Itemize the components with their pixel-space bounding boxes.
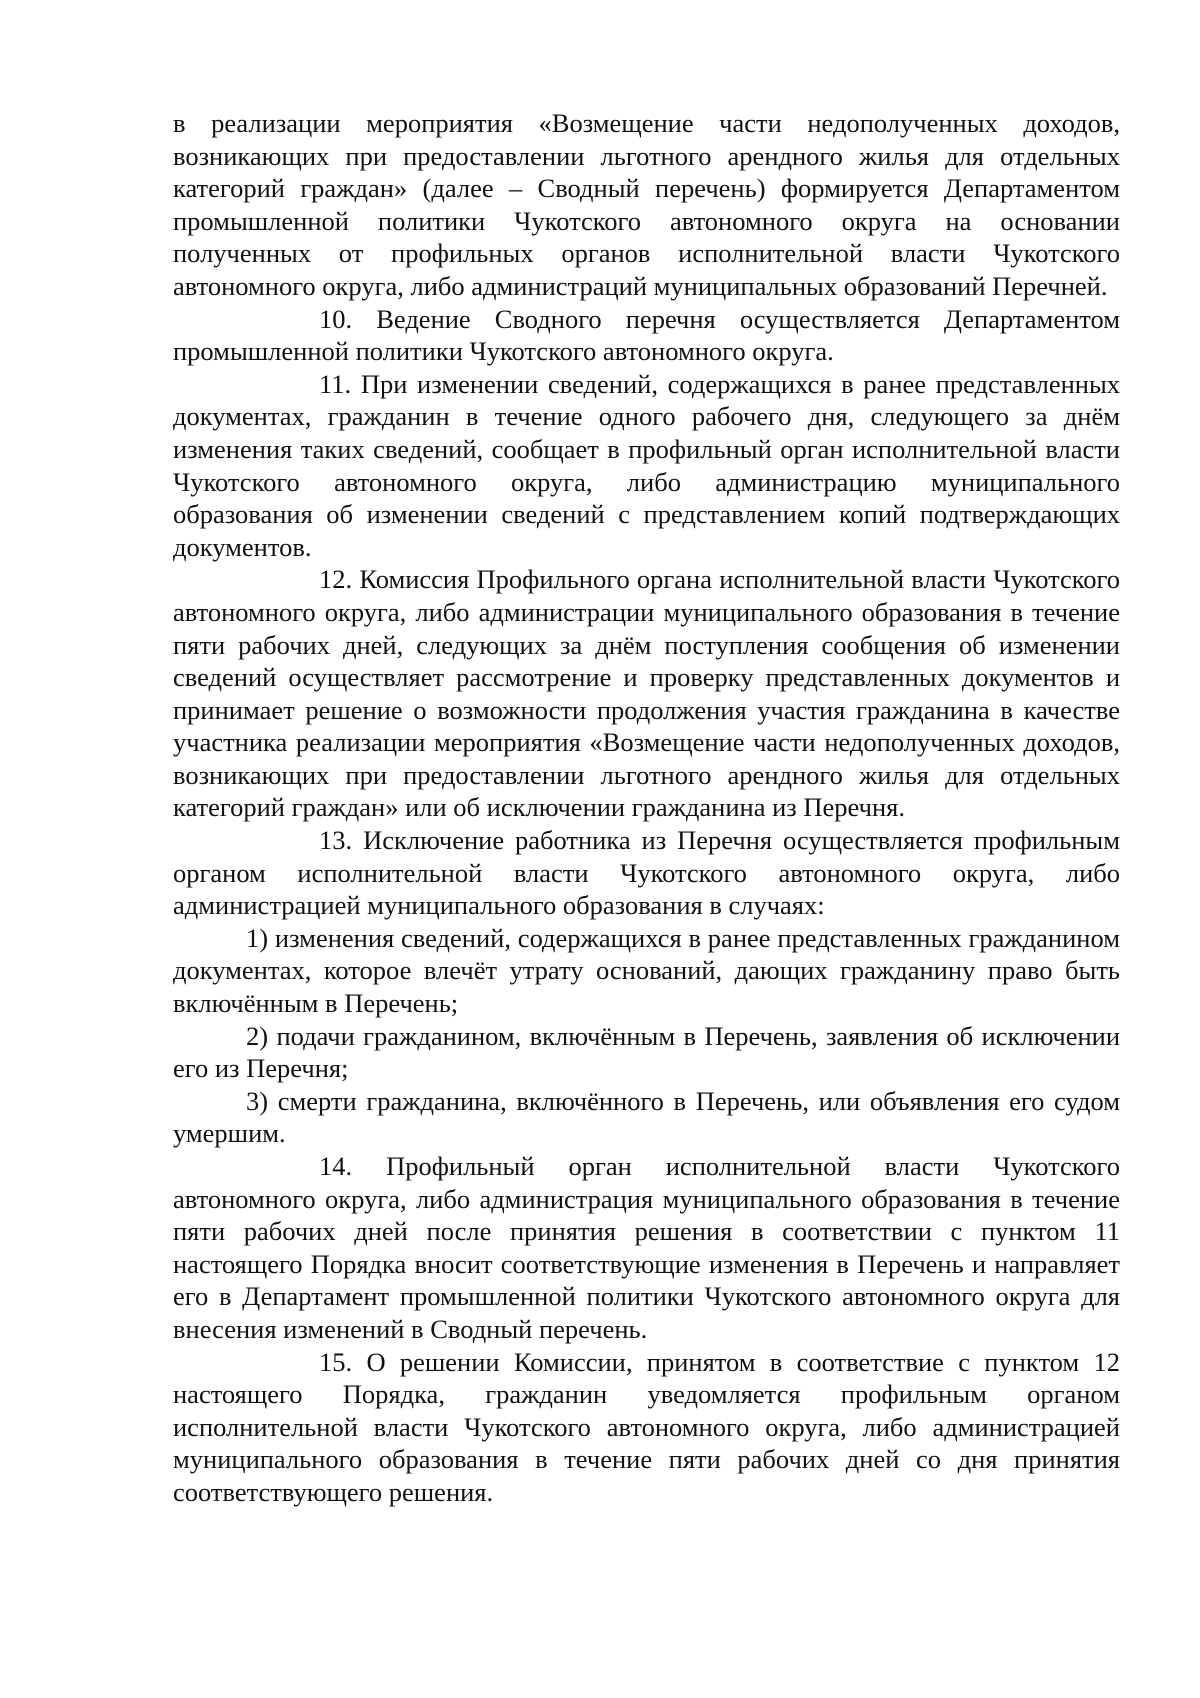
subclause-3: 3) смерти гражданина, включённого в Перечень, или объявления его судом умершим.	[173, 1085, 1120, 1149]
clause-15	[173, 1346, 1120, 1509]
clause-number: 10.	[319, 303, 353, 334]
clause-number: 15.	[319, 1346, 353, 1377]
clause-number: 12.	[319, 564, 353, 595]
clause-text: О решении Комиссии, принятом в соответствие с пунктом 12 настоящего Порядка, гражданин уведомляется профильным органом исполнительной власти Чукотского автономного округа, либо администрацией муниципального образования в течение пяти рабочих дней со дня принятия соответствующего решения.	[173, 1346, 1120, 1507]
clause-number: 11.	[319, 368, 352, 399]
clause-text: При изменении сведений, содержащихся в ранее представленных документах, гражданин в течение одного рабочего дня, следующего за днём изменения таких сведений, сообщает в профильный орган исполнительной власти Чукотского автономного округа, либо администрацию муниципального образования об изменении сведений с представлением копий подтверждающих документов.	[173, 368, 1121, 562]
clause-11	[173, 368, 1120, 564]
clause-number: 14.	[319, 1151, 353, 1181]
subclause-2: 2) подачи гражданином, включённым в Перечень, заявления об исключении его из Перечня;	[173, 1020, 1120, 1084]
clause-text: Профильный орган исполнительной власти Чукотского автономного округа, либо администрация муниципального образования в течение пяти рабочих дней после принятия решения в соответствии с пунктом 11 настоящего Порядка вносит соответствующие изменения в Перечень и направляет его в Департамент промышленной политики Чукотского автономного округа для внесения изменений в Сводный перечень.	[173, 1151, 1121, 1344]
subclause-1: 1) изменения сведений, содержащихся в ранее представленных гражданином документах, которое влечёт утрату оснований, дающих гражданину право быть включённым в Перечень;	[173, 922, 1120, 1019]
clause-text: Ведение Сводного перечня осуществляется Департаментом промышленной политики Чукотского автономного округа.	[173, 303, 1121, 367]
clause-12	[173, 563, 1120, 824]
clause-text: Исключение работника из Перечня осуществляется профильным органом исполнительной власти Чукотского автономного округа, либо администрацией муниципального образования в случаях:	[173, 825, 1121, 921]
document-page	[173, 107, 1120, 1509]
clause-13	[173, 824, 1120, 922]
clause-10	[173, 303, 1120, 368]
intro-paragraph: в реализации мероприятия «Возмещение части недополученных доходов, возникающих при предоставлении льготного арендного жилья для отдельных категорий граждан» (далее – Сводный перечень) формируется Департаментом промышленной политики Чукотского автономного округа на основании полученных от профильных органов исполнительной власти Чукотского автономного округа, либо администраций муниципальных образований Перечней.	[173, 108, 1120, 301]
clause-14	[173, 1150, 1120, 1346]
clause-number: 13.	[319, 825, 353, 856]
clause-text: Комиссия Профильного органа исполнительной власти Чукотского автономного округа, либо администрации муниципального образования в течение пяти рабочих дней, следующих за днём поступления сообщения об изменении сведений осуществляет рассмотрение и проверку представленных документов и принимает решение о возможности продолжения участия гражданина в качестве участника реализации мероприятия «Возмещение части недополученных доходов, возникающих при предоставлении льготного арендного жилья для отдельных категорий граждан» или об исключении гражданина из Перечня.	[173, 564, 1120, 823]
